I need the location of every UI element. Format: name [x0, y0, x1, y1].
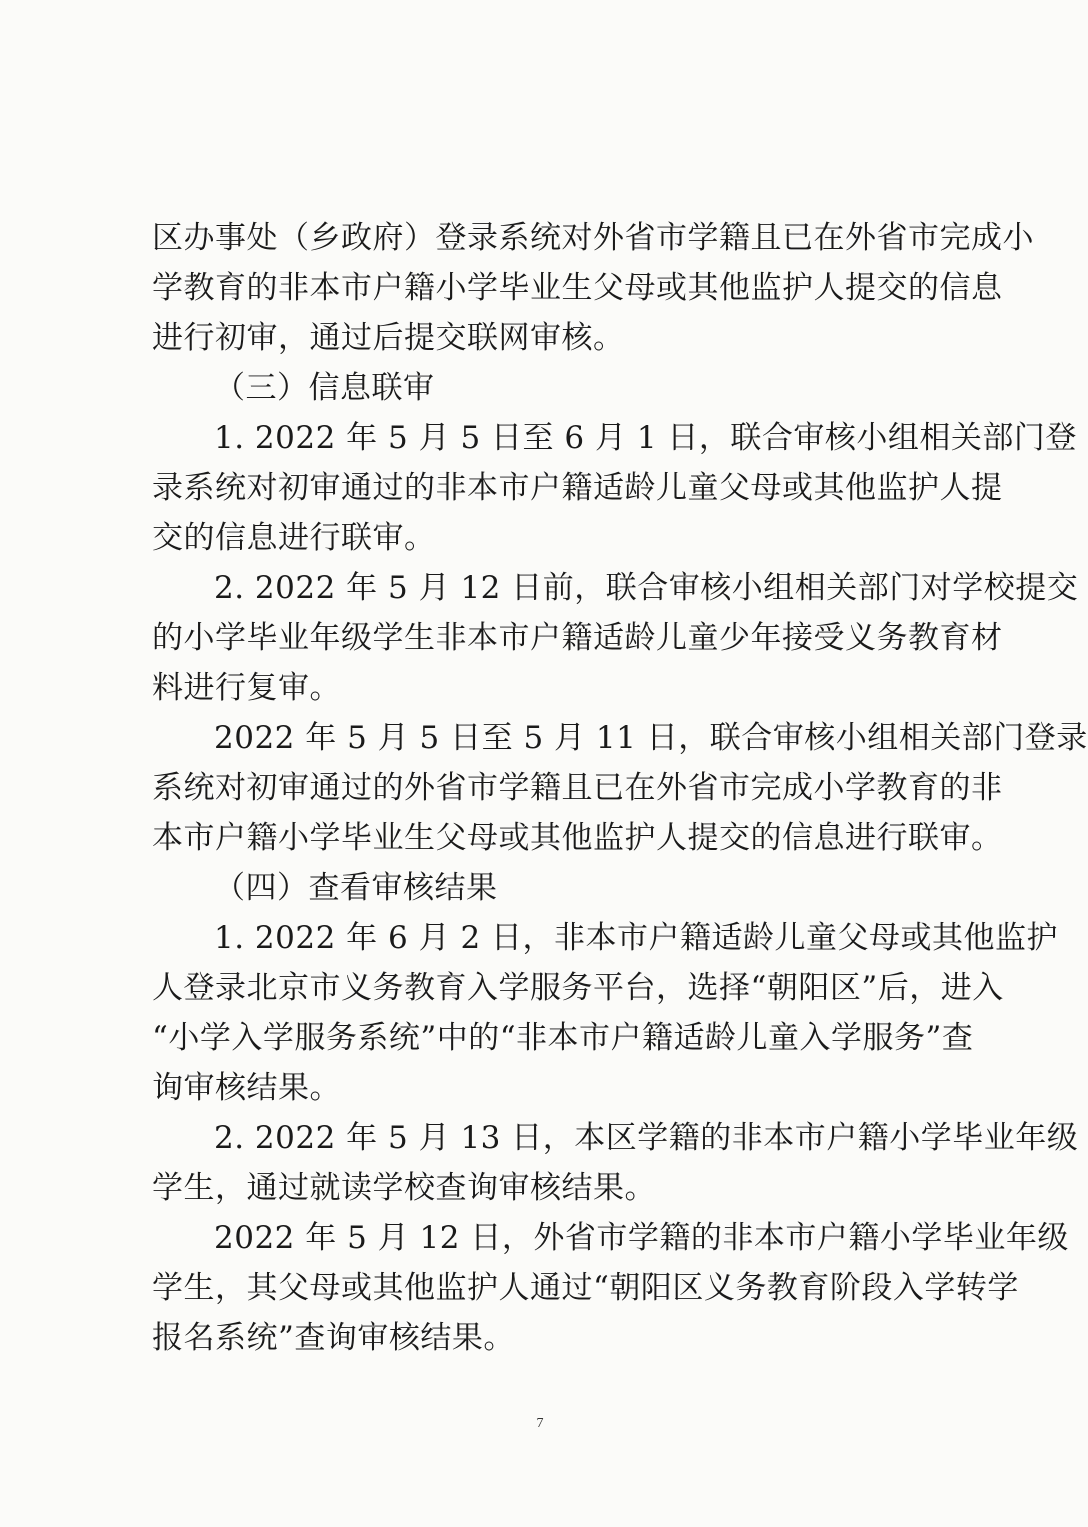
text-line: 的小学毕业年级学生非本市户籍适龄儿童少年接受义务教育材: [152, 620, 1003, 656]
text-line: 学生，其父母或其他监护人通过“朝阳区义务教育阶段入学转学: [152, 1270, 1019, 1306]
text-line: 2. 2022 年 5 月 12 日前，联合审核小组相关部门对学校提交: [214, 570, 1079, 606]
text-line: 录系统对初审通过的非本市户籍适龄儿童父母或其他监护人提: [152, 470, 1003, 506]
text-line: 交的信息进行联审。: [152, 520, 436, 556]
text-line: 人登录北京市义务教育入学服务平台，选择“朝阳区”后，进入: [152, 970, 1004, 1006]
paragraph: [152, 413, 1077, 563]
paragraph: [152, 1113, 1079, 1213]
paragraph: [152, 213, 1034, 363]
text-line: 1. 2022 年 5 月 5 日至 6 月 1 日，联合审核小组相关部门登: [214, 420, 1077, 456]
text-line: 询审核结果。: [152, 1070, 341, 1106]
text-line: （四）查看审核结果: [214, 870, 498, 906]
text-line: （三）信息联审: [214, 370, 435, 406]
paragraph: [152, 1213, 1069, 1363]
paragraph: [152, 713, 1088, 863]
text-line: 2022 年 5 月 5 日至 5 月 11 日，联合审核小组相关部门登录: [214, 720, 1088, 756]
text-line: 1. 2022 年 6 月 2 日，非本市户籍适龄儿童父母或其他监护: [214, 920, 1059, 956]
paragraph: [152, 563, 1079, 713]
text-line: 学生，通过就读学校查询审核结果。: [152, 1170, 656, 1206]
body-text: [152, 213, 1088, 1363]
text-line: 系统对初审通过的外省市学籍且已在外省市完成小学教育的非: [152, 770, 1003, 806]
text-line: “小学入学服务系统”中的“非本市户籍适龄儿童入学服务”查: [152, 1020, 974, 1056]
paragraph: [152, 913, 1059, 1113]
text-line: 本市户籍小学毕业生父母或其他监护人提交的信息进行联审。: [152, 820, 1003, 856]
section-heading: [152, 363, 942, 413]
text-line: 料进行复审。: [152, 670, 341, 706]
text-line: 进行初审，通过后提交联网审核。: [152, 320, 625, 356]
text-line: 2022 年 5 月 12 日，外省市学籍的非本市户籍小学毕业年级: [214, 1220, 1069, 1256]
text-line: 报名系统”查询审核结果。: [152, 1320, 515, 1356]
section-heading: [152, 863, 942, 913]
text-line: 学教育的非本市户籍小学毕业生父母或其他监护人提交的信息: [152, 270, 1003, 306]
text-line: 区办事处（乡政府）登录系统对外省市学籍且已在外省市完成小: [152, 220, 1034, 256]
page-number: 7: [536, 1416, 544, 1431]
text-line: 2. 2022 年 5 月 13 日，本区学籍的非本市户籍小学毕业年级: [214, 1120, 1079, 1156]
